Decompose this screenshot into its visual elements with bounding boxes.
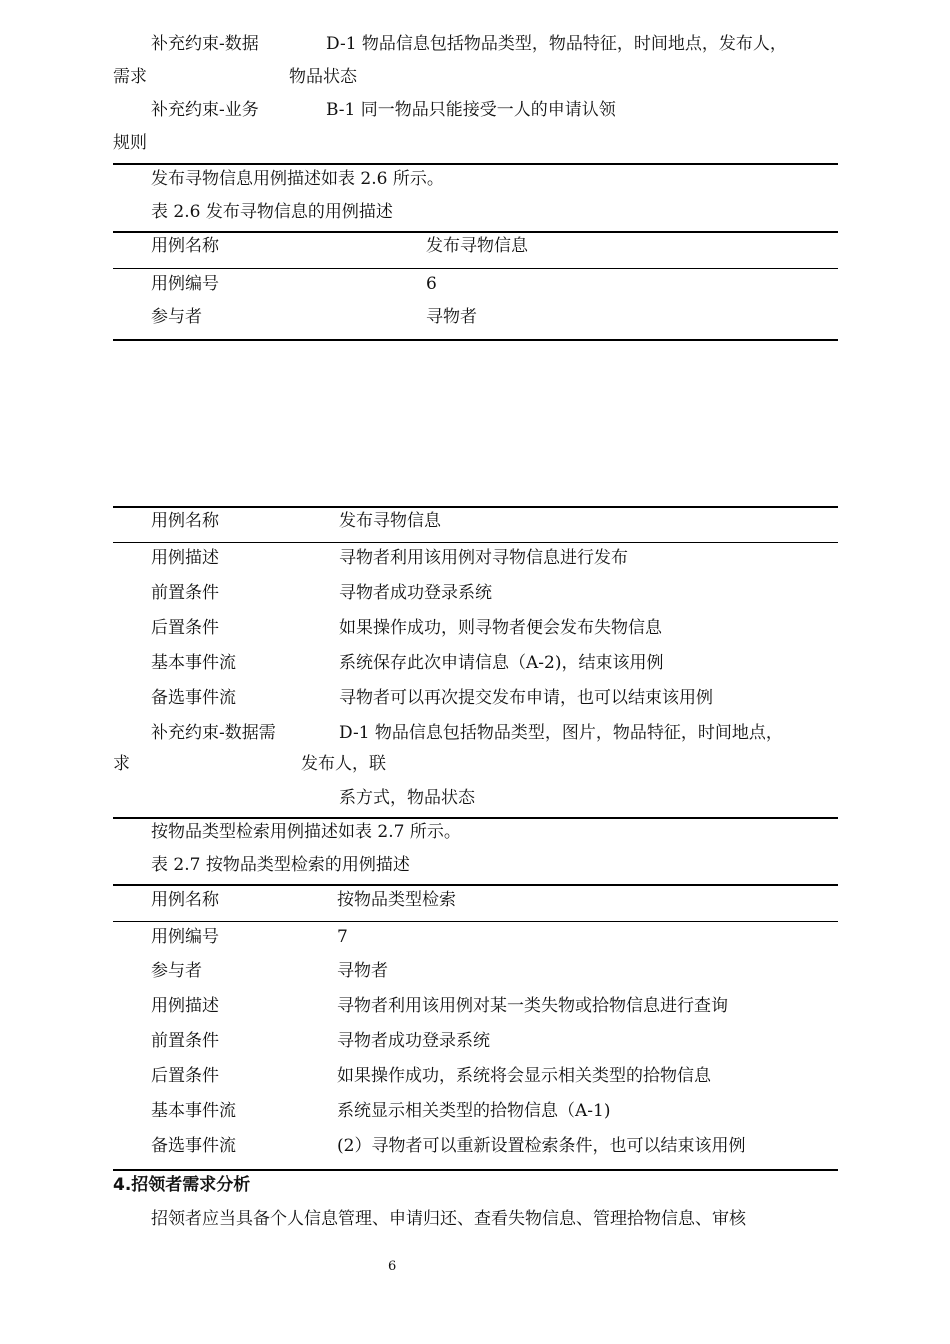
top-row1-value-cont: 物品状态 [289, 67, 357, 87]
table27-label-name: 用例名称 [151, 890, 219, 910]
table-top-rule [113, 231, 838, 233]
table26c-label-name: 用例名称 [151, 511, 219, 531]
table-header-rule [113, 268, 838, 269]
table26-label-name: 用例名称 [151, 236, 219, 256]
top-row2-value: B-1 同一物品只能接受一人的申请认领 [326, 100, 616, 120]
table26-label-id: 用例编号 [151, 274, 219, 294]
table26-value-name: 发布寻物信息 [426, 236, 528, 256]
table-top-rule [113, 506, 838, 508]
table27-label-pre: 前置条件 [151, 1031, 219, 1051]
table26c-label-post: 后置条件 [151, 618, 219, 638]
top-row1-label-cont: 需求 [113, 67, 147, 87]
table26c-label-alt: 备选事件流 [151, 688, 236, 708]
table26c-label-constraint-cont: 求 [113, 754, 130, 774]
top-row2-label-cont: 规则 [113, 133, 147, 153]
table27-value-basic: 系统显示相关类型的拾物信息（A-1) [337, 1101, 611, 1121]
table-top-rule [113, 884, 838, 886]
table26c-value-constraint-cont: 发布人，联 [301, 754, 386, 774]
table26-caption: 表 2.6 发布寻物信息的用例描述 [151, 202, 393, 222]
table26-value-actor: 寻物者 [426, 307, 477, 327]
table26c-value-post: 如果操作成功，则寻物者便会发布失物信息 [339, 618, 662, 638]
section-paragraph: 招领者应当具备个人信息管理、申请归还、查看失物信息、管理拾物信息、审核 [151, 1209, 746, 1229]
table27-value-desc: 寻物者利用该用例对某一类失物或拾物信息进行查询 [337, 996, 728, 1016]
table27-value-actor: 寻物者 [337, 961, 388, 981]
table27-label-actor: 参与者 [151, 961, 202, 981]
table27-label-basic: 基本事件流 [151, 1101, 236, 1121]
table26c-value-constraint-cont2: 系方式，物品状态 [339, 788, 475, 808]
table26c-label-constraint: 补充约束-数据需 [151, 723, 276, 743]
table26c-value-pre: 寻物者成功登录系统 [339, 583, 492, 603]
section-heading: 4.招领者需求分析 [113, 1175, 251, 1195]
top-row1-label: 补充约束-数据 [151, 34, 259, 54]
table27-caption: 表 2.7 按物品类型检索的用例描述 [151, 855, 410, 875]
table26-value-id: 6 [426, 274, 437, 294]
table27-value-alt: (2）寻物者可以重新设置检索条件，也可以结束该用例 [337, 1136, 746, 1156]
table27-value-post: 如果操作成功，系统将会显示相关类型的拾物信息 [337, 1066, 711, 1086]
table26c-label-pre: 前置条件 [151, 583, 219, 603]
table-bottom-rule [113, 1169, 838, 1171]
table26-label-actor: 参与者 [151, 307, 202, 327]
table26c-value-alt: 寻物者可以再次提交发布申请，也可以结束该用例 [339, 688, 713, 708]
table26c-value-constraint: D-1 物品信息包括物品类型，图片，物品特征，时间地点， [339, 723, 783, 743]
table-bottom-rule [113, 817, 838, 819]
top-row2-label: 补充约束-业务 [151, 100, 259, 120]
table-bottom-rule [113, 163, 838, 165]
table27-label-alt: 备选事件流 [151, 1136, 236, 1156]
table27-value-pre: 寻物者成功登录系统 [337, 1031, 490, 1051]
table27-label-post: 后置条件 [151, 1066, 219, 1086]
table-header-rule [113, 921, 838, 922]
table26c-value-desc: 寻物者利用该用例对寻物信息进行发布 [339, 548, 628, 568]
table26c-label-basic: 基本事件流 [151, 653, 236, 673]
table-bottom-rule [113, 339, 838, 341]
table27-label-desc: 用例描述 [151, 996, 219, 1016]
table26c-value-name: 发布寻物信息 [339, 511, 441, 531]
table27-value-name: 按物品类型检索 [337, 890, 456, 910]
table27-value-id: 7 [337, 927, 348, 947]
table26c-label-desc: 用例描述 [151, 548, 219, 568]
table26c-value-basic: 系统保存此次申请信息（A-2)，结束该用例 [339, 653, 664, 673]
page-number: 6 [388, 1259, 397, 1274]
paragraph-table27-intro: 按物品类型检索用例描述如表 2.7 所示。 [151, 822, 461, 842]
top-row1-value: D-1 物品信息包括物品类型，物品特征，时间地点，发布人， [326, 34, 787, 54]
table-header-rule [113, 542, 838, 543]
table27-label-id: 用例编号 [151, 927, 219, 947]
paragraph-table26-intro: 发布寻物信息用例描述如表 2.6 所示。 [151, 169, 444, 189]
